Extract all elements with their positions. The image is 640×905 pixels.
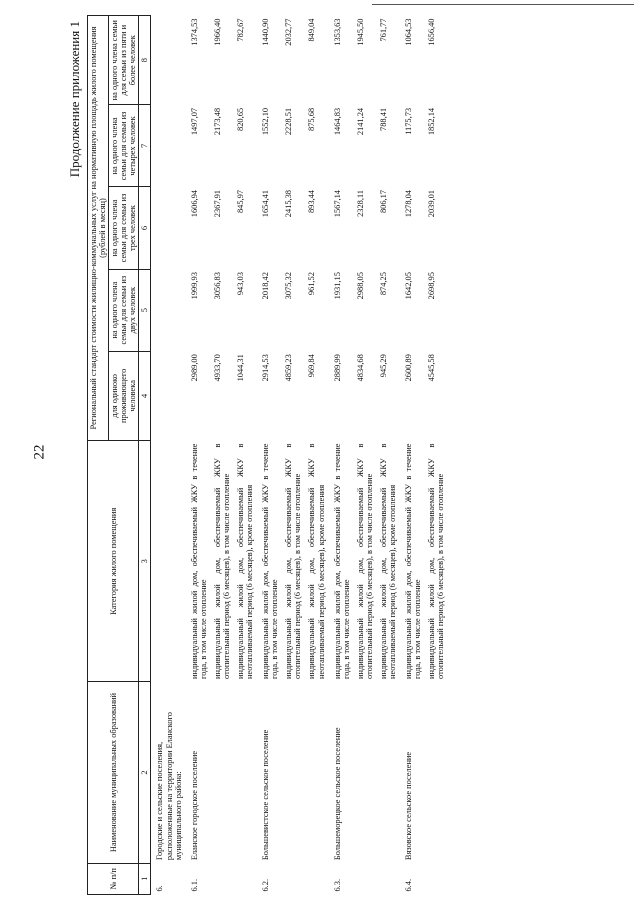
- value-cell: 4933,70: [212, 354, 222, 382]
- value-cell: 1374,53: [189, 18, 199, 46]
- header-name: Наименование муниципальных образований: [88, 682, 139, 863]
- col-number: 3: [139, 441, 151, 682]
- value-cell: 969,84: [307, 354, 317, 378]
- value-cell: 1464,83: [332, 107, 342, 136]
- value-cell: 874,25: [378, 272, 388, 296]
- category-cell: индивидуальный жилой дом, обеспечиваемый ЖКУ в отопительный период (6 месяцев), в том числе отопление: [212, 443, 231, 679]
- housing-standard-table: [87, 15, 446, 895]
- value-cell: 893,44: [307, 190, 317, 214]
- header-single: для одиноко проживающего человека: [109, 351, 139, 440]
- section-name: Городские и сельские поселения, расположенные на территории Еланского муниципального района:: [155, 712, 183, 861]
- col-number: 8: [139, 16, 151, 105]
- header-category: Категория жилого помещения: [88, 441, 139, 682]
- top-rule: [372, 4, 634, 5]
- page-number: 22: [31, 444, 48, 460]
- value-cell: 1654,41: [261, 190, 271, 218]
- value-cell: 2039,01: [427, 190, 437, 218]
- value-cell: 2328,11: [355, 190, 365, 217]
- value-cell: 875,68: [307, 107, 317, 131]
- header-two: на одного члена семьи для семьи из двух человек: [109, 269, 139, 351]
- value-cell: 1440,90: [261, 18, 271, 46]
- value-cell: 2032,77: [284, 18, 294, 46]
- category-cell: индивидуальный жилой дом, обеспечиваемый ЖКУ в неотапливаемый период (6 месяцев), кроме отопления: [236, 443, 255, 679]
- header-three: на одного члена семьи для семьи из трех человек: [109, 187, 139, 269]
- settlement-name: Большевистское сельское поселение: [261, 729, 271, 861]
- value-cell: 2698,95: [427, 272, 437, 300]
- settlement-name: Вязовское сельское поселение: [404, 751, 414, 861]
- category-cell: индивидуальный жилой дом, обеспечиваемый ЖКУ в отопительный период (6 месяцев), в том числе отопление: [284, 443, 303, 679]
- col-number: 7: [139, 105, 151, 187]
- value-cell: 1945,50: [355, 18, 365, 46]
- value-cell: 1044,31: [236, 354, 246, 382]
- value-cell: 4859,23: [284, 354, 294, 382]
- settlement-num: 6.1.: [189, 878, 199, 892]
- value-cell: 788,41: [378, 107, 388, 131]
- value-cell: 1353,63: [332, 18, 342, 46]
- settlement-name: Большеморецкое сельское поселение: [332, 727, 342, 861]
- header-group: Региональный стандарт стоимости жилищно-коммунальных услуг на нормативную площадь жилого помещения (рублей в месяц): [88, 16, 109, 441]
- category-cell: индивидуальный жилой дом, обеспечиваемый ЖКУ в неотапливаемый период (6 месяцев), кроме отопления: [307, 443, 326, 679]
- col-number: 4: [139, 351, 151, 440]
- value-cell: 1656,40: [427, 18, 437, 46]
- col-number: 5: [139, 269, 151, 351]
- value-cell: 1931,15: [332, 272, 342, 300]
- col-number: 1: [139, 863, 151, 894]
- settlement-num: 6.4.: [404, 878, 414, 892]
- value-cell: 761,77: [378, 18, 388, 42]
- table-row: [327, 16, 352, 895]
- table-row: [255, 16, 280, 895]
- value-cell: 2173,48: [212, 107, 222, 136]
- table-row: [398, 16, 423, 895]
- value-cell: 806,17: [378, 190, 388, 214]
- value-cell: 4545,58: [427, 354, 437, 382]
- value-cell: 820,65: [236, 107, 246, 131]
- value-cell: 1606,94: [189, 190, 199, 218]
- value-cell: 849,04: [307, 18, 317, 42]
- value-cell: 2914,53: [261, 354, 271, 382]
- value-cell: 1567,14: [332, 190, 342, 218]
- header-num: № п/п: [88, 863, 139, 894]
- value-cell: 1175,73: [404, 107, 414, 135]
- category-cell: индивидуальный жилой дом, обеспечиваемый ЖКУ в течение года, в том числе отопление: [404, 443, 423, 679]
- value-cell: 3056,83: [212, 272, 222, 300]
- category-cell: индивидуальный жилой дом, обеспечиваемый ЖКУ в отопительный период (6 месяцев), в том числе отопление: [427, 443, 446, 679]
- col-number: 6: [139, 187, 151, 269]
- value-cell: 4834,68: [355, 354, 365, 382]
- value-cell: 1642,05: [404, 272, 414, 300]
- value-cell: 2889,99: [332, 354, 342, 382]
- settlement-num: 6.2.: [261, 878, 271, 892]
- settlement-name: Еланское городское поселение: [189, 750, 199, 861]
- value-cell: 2141,24: [355, 107, 365, 136]
- settlement-num: 6.3.: [332, 878, 342, 892]
- category-cell: индивидуальный жилой дом, обеспечиваемый ЖКУ в отопительный период (6 месяцев), в том числе отопление: [355, 443, 374, 679]
- value-cell: 943,03: [236, 272, 246, 296]
- value-cell: 845,97: [236, 190, 246, 214]
- section-num: 6.: [155, 885, 165, 892]
- value-cell: 945,29: [378, 354, 388, 378]
- header-five: на одного члена семьи для семьи из пяти и более человек: [109, 16, 139, 105]
- value-cell: 2600,89: [404, 354, 414, 382]
- table-row: [184, 16, 209, 895]
- category-cell: индивидуальный жилой дом, обеспечиваемый ЖКУ в течение года, в том числе отопление: [332, 443, 351, 679]
- value-cell: 782,67: [236, 18, 246, 42]
- section-row: [151, 16, 184, 895]
- value-cell: 1966,40: [212, 18, 222, 46]
- value-cell: 2415,38: [284, 190, 294, 218]
- value-cell: 2988,05: [355, 272, 365, 300]
- rotated-page: [67, 15, 635, 895]
- value-cell: 961,52: [307, 272, 317, 296]
- value-cell: 2367,91: [212, 190, 222, 218]
- col-number: 2: [139, 682, 151, 863]
- category-cell: индивидуальный жилой дом, обеспечиваемый ЖКУ в течение года, в том числе отопление: [261, 443, 280, 679]
- value-cell: 1278,04: [404, 190, 414, 218]
- category-cell: индивидуальный жилой дом, обеспечиваемый ЖКУ в течение года, в том числе отопление: [189, 443, 208, 679]
- value-cell: 1552,10: [261, 107, 271, 136]
- appendix-label: Продолжение приложения 1: [67, 21, 82, 178]
- value-cell: 1852,14: [427, 107, 437, 136]
- category-cell: индивидуальный жилой дом, обеспечиваемый ЖКУ в неотапливаемый период (6 месяцев), кроме отопления: [378, 443, 398, 679]
- value-cell: 1999,93: [189, 272, 199, 300]
- value-cell: 1497,07: [189, 107, 199, 136]
- value-cell: 1064,53: [404, 18, 414, 46]
- value-cell: 2989,00: [189, 354, 199, 382]
- value-cell: 2228,51: [284, 107, 294, 136]
- header-four: на одного члена семьи для семьи из четырех человек: [109, 105, 139, 187]
- value-cell: 2018,42: [261, 272, 271, 300]
- value-cell: 3075,32: [284, 272, 294, 300]
